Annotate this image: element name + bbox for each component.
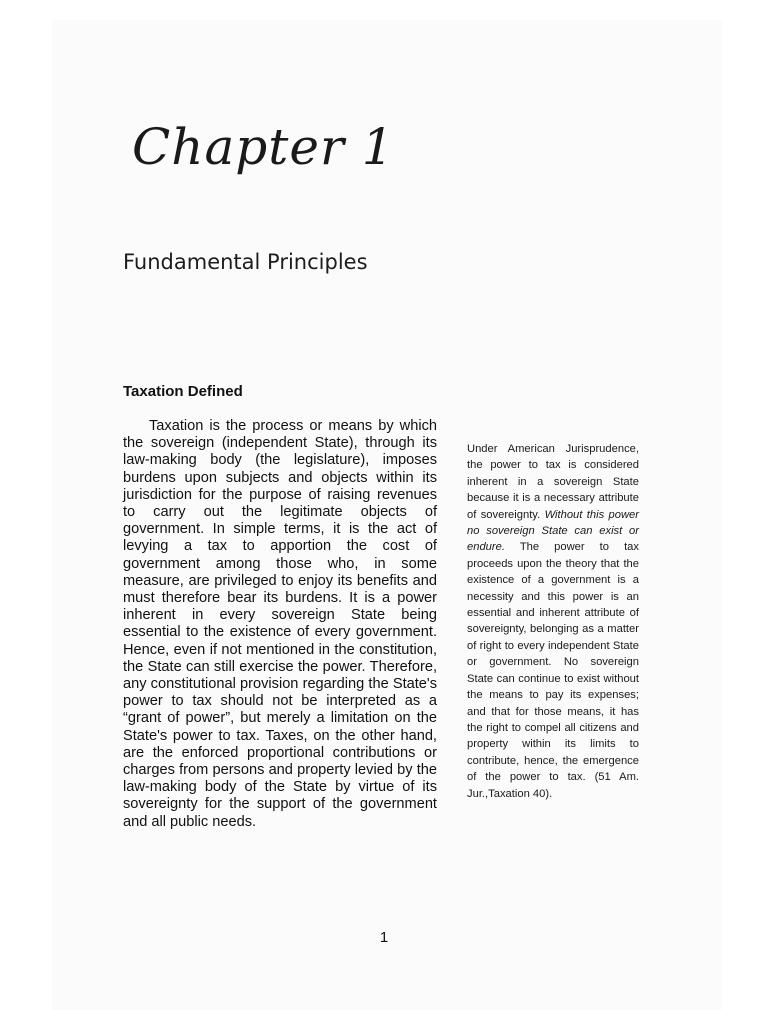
section-heading: Taxation Defined bbox=[123, 383, 243, 400]
side-note bbox=[467, 441, 639, 802]
side-note-text: Under American Jurisprudence, the power to tax is considered inherent in a sovereign State because it is a necessary attribute of sovereignty. bbox=[467, 443, 639, 521]
page-number: 1 bbox=[379, 929, 389, 946]
main-paragraph: Taxation is the process or means by which the sovereign (independent State), through its law-making body (the legislature), imposes burdens upon subjects and objects within its jurisdiction for the purpose of raising revenues to carry out the legitimate objects of government. In simple terms, it is the act of levying a tax to apportion the cost of government among those who, in some measure, are privileged to enjoy its benefits and must therefore bear its burdens. It is a power inherent in every sovereign State being essential to the existence of every government. Hence, even if not mentioned in the constitution, the State can still exercise the power. Therefore, any constitutional provision regarding the State's power to tax should not be interpreted as a “grant of power”, but merely a limitation on the State's power to tax. Taxes, on the other hand, are the enforced proportional contributions or charges from persons and property levied by the law-making body of the State by virtue of its sovereignty for the support of the government and all public needs. bbox=[123, 418, 437, 830]
side-note-text-continued: The power to tax proceeds upon the theory that the existence of a government is a necessity and this power is an essential and inherent attribute of sovereignty, belonging as a matter of right to every independent State or government. No sovereign State can continue to exist without the means to pay its expenses; and that for those means, it has the right to compel all citizens and property within its limits to contribute, hence, the emergence of the power to tax. (51 Am. Jur.,Taxation 40). bbox=[467, 541, 639, 800]
side-note-italic-text: Without this power no sovereign State can exist or endure. bbox=[467, 508, 639, 554]
chapter-title: Fundamental Principles bbox=[123, 250, 368, 274]
chapter-heading: Chapter 1 bbox=[132, 118, 395, 176]
